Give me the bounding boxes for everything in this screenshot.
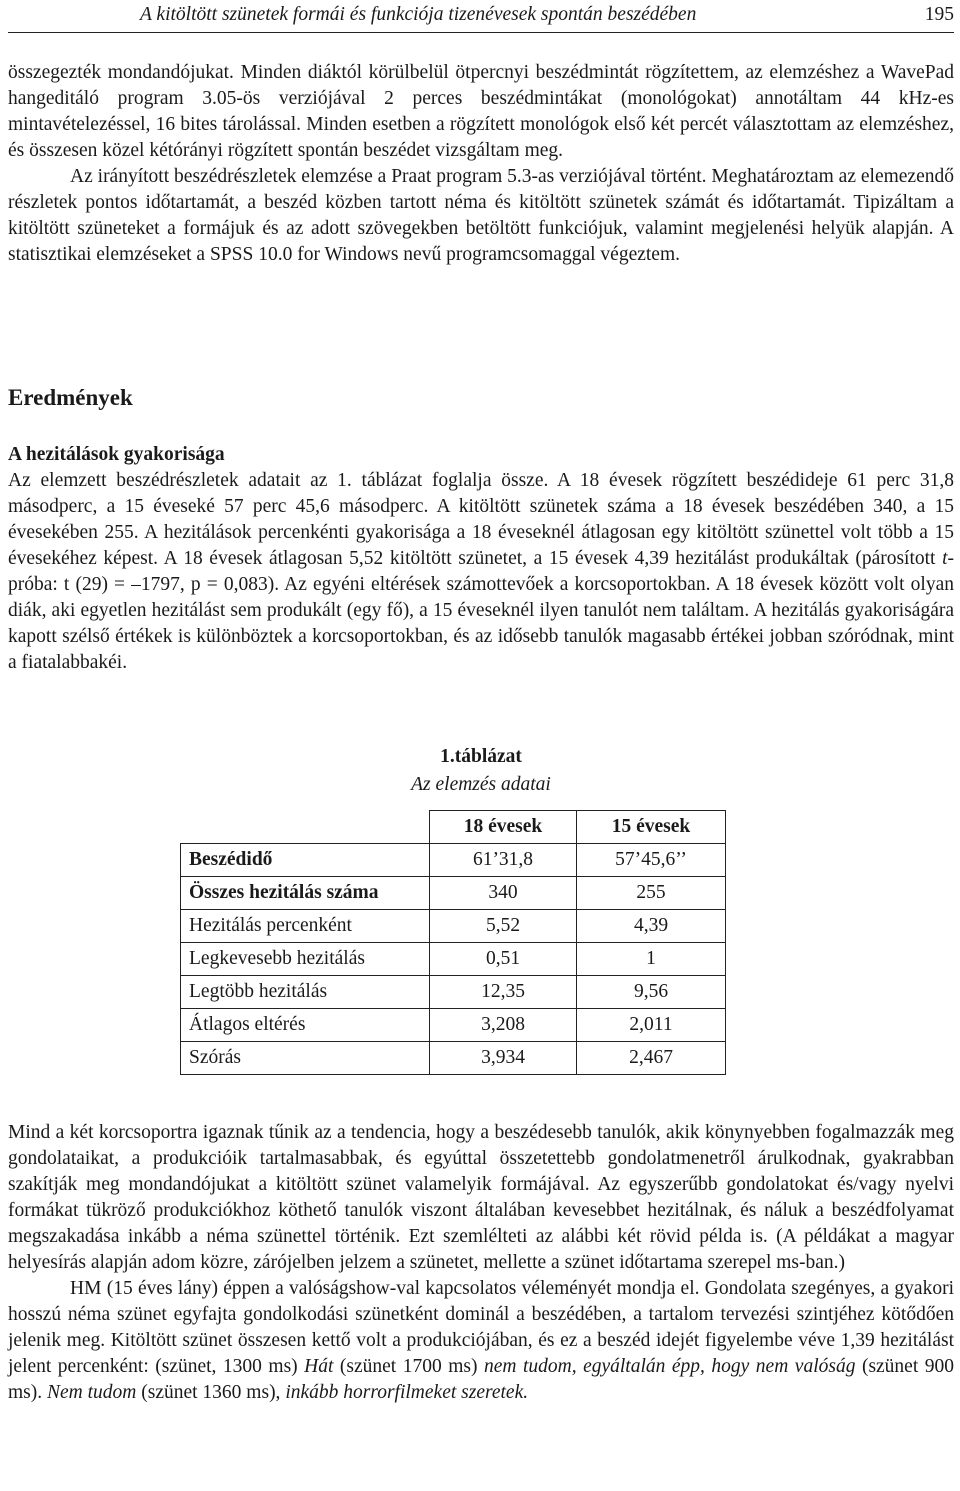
row-label: Legtöbb hezitálás bbox=[181, 976, 430, 1009]
data-table bbox=[180, 810, 726, 1075]
cell-18: 340 bbox=[430, 877, 577, 910]
cell-15: 1 bbox=[577, 943, 726, 976]
column-header-15: 15 évesek bbox=[577, 811, 726, 844]
table-row bbox=[181, 877, 726, 910]
cell-18: 12,35 bbox=[430, 976, 577, 1009]
results-text bbox=[8, 468, 954, 676]
paragraph-methods-1: összegezték mondandójukat. Minden diáktól körülbelül ötpercnyi beszédmintát rögzítettem, az elemzéshez a WavePad hangeditáló program 3.05-ös verziójával 2 perces beszédmintákat (monológokat) annotáltam 44 kHz-es mintavételezéssel, 16 bites tárolással. Minden esetben a rögzített monológok első két percét választottam az elemzéshez, és összesen közel kétórányi rögzített spontán beszédet vizsgáltam meg. bbox=[8, 62, 954, 161]
cell-18: 3,934 bbox=[430, 1042, 577, 1075]
row-label: Átlagos eltérés bbox=[181, 1009, 430, 1042]
table-row bbox=[181, 1042, 726, 1075]
intro-text bbox=[8, 60, 954, 268]
header-title: A kitöltött szünetek formái és funkciója tizenévesek spontán beszédében bbox=[140, 4, 697, 25]
subsection-heading: A hezitálások gyakorisága bbox=[8, 444, 225, 465]
table-caption: Az elemzés adatai bbox=[411, 774, 551, 795]
table-header-row bbox=[181, 811, 726, 844]
cell-15: 2,467 bbox=[577, 1042, 726, 1075]
row-label: Beszédidő bbox=[181, 844, 430, 877]
cell-15: 57’45,6’’ bbox=[577, 844, 726, 877]
table-number: 1.táblázat bbox=[440, 746, 522, 767]
section-heading: Eredmények bbox=[8, 385, 133, 410]
paragraph-example: HM (15 éves lány) éppen a valóságshow-val kapcsolatos véleményét mondja el. Gondolata szegényes, a gyakori hosszú néma szünet egyfajta gondolkodási szünetként dominál a beszédében, a tartalom tervezési szintjéhez kötődően jelenik meg. Kitöltött szünet összesen kettő volt a produkciójában, és ez a beszéd idejét figyelembe véve 1,39 hezitálást jelent percenként: (szünet, 1300 ms) Hát (szünet 1700 ms) nem tudom, egyáltalán épp, hogy nem valóság (szünet 900 ms). Nem tudom (szünet 1360 ms), inkább horrorfilmeket szeretek. bbox=[8, 1278, 955, 1403]
row-label: Szórás bbox=[181, 1042, 430, 1075]
cell-18: 5,52 bbox=[430, 910, 577, 943]
table-corner bbox=[181, 811, 430, 844]
cell-18: 0,51 bbox=[430, 943, 577, 976]
row-label: Összes hezitálás száma bbox=[181, 877, 430, 910]
table-row bbox=[181, 976, 726, 1009]
running-header bbox=[8, 2, 954, 33]
page-number: 195 bbox=[924, 4, 954, 25]
cell-15: 2,011 bbox=[577, 1009, 726, 1042]
cell-15: 4,39 bbox=[577, 910, 726, 943]
paragraph-results: Az elemzett beszédrészletek adatait az 1. táblázat foglalja össze. A 18 évesek rögzített beszédideje 61 perc 31,8 másodperc, a 15 éveseké 57 perc 45,6 másodperc. A kitöltött szünetek száma a 18 évesek beszédében 340, a 15 évesekében 255. A hezitálások percenkénti gyakorisága a 18 éveseknél átlagosan egy kitöltött szünettel volt több a 15 évesekéhez képest. A 18 évesek átlagosan 5,52 kitöltött szünetet, a 15 évesek 4,39 hezitálást produkáltak (párosított t-próba: t (29) = –1797, p = 0,083). Az egyéni eltérések számottevőek a korcsoportokban. A 18 évesek között volt olyan diák, aki egyetlen hezitálást sem produkált (egy fő), a 15 éveseknél ilyen tanulót nem találtam. A hezitálás gyakoriságára kapott szélső értékek is különböztek a korcsoportokban, és az idősebb tanulók magasabb értékei jobban szóródnak, mint a fiatalabbakéi. bbox=[8, 470, 954, 673]
table-row bbox=[181, 844, 726, 877]
paragraph-methods-2: Az irányított beszédrészletek elemzése a Praat program 5.3-as verziójával történt. Meghatároztam az elemezendő részletek pontos időtartamát, a beszéd közben tartott néma és kitöltött szünetek számát és időtartamát. Tipizáltam a kitöltött szüneteket a formájuk és az adott szövegekben betöltött funkciójuk, valamint megjelenési helyük alapján. A statisztikai elemzéseket a SPSS 10.0 for Windows nevű programcsomaggal végeztem. bbox=[8, 166, 954, 265]
cell-15: 255 bbox=[577, 877, 726, 910]
row-label: Legkevesebb hezitálás bbox=[181, 943, 430, 976]
discussion-text bbox=[8, 1120, 954, 1406]
table-row bbox=[181, 943, 726, 976]
cell-18: 61’31,8 bbox=[430, 844, 577, 877]
cell-18: 3,208 bbox=[430, 1009, 577, 1042]
table-row bbox=[181, 1009, 726, 1042]
row-label: Hezitálás percenként bbox=[181, 910, 430, 943]
table-row bbox=[181, 910, 726, 943]
paragraph-discussion: Mind a két korcsoportra igaznak tűnik az a tendencia, hogy a beszédesebb tanulók, akik könynyebben fogalmazzák meg gondolataikat, a produkcióik tartalmasabbak, és egyúttal összetettebb gondolatmenetről árulkodnak, gyakrabban szakítják meg mondandójukat a kitöltött szünet valamelyik formájával. Az egyszerűbb gondolatokat és/vagy nyelvi formákat tükröző produkciókhoz köthető tanulók viszont általában kevesebbet hezitálnak, és náluk a beszédfolyamat megszakadása inkább a néma szünettel történik. Ezt szemlélteti az alábbi két rövid példa is. (A példákat a magyar helyesírás alapján adom közre, zárójelben jelzem a szünetet, mellette a szünet időtartama szerepel ms-ban.) bbox=[8, 1122, 954, 1273]
column-header-18: 18 évesek bbox=[430, 811, 577, 844]
cell-15: 9,56 bbox=[577, 976, 726, 1009]
